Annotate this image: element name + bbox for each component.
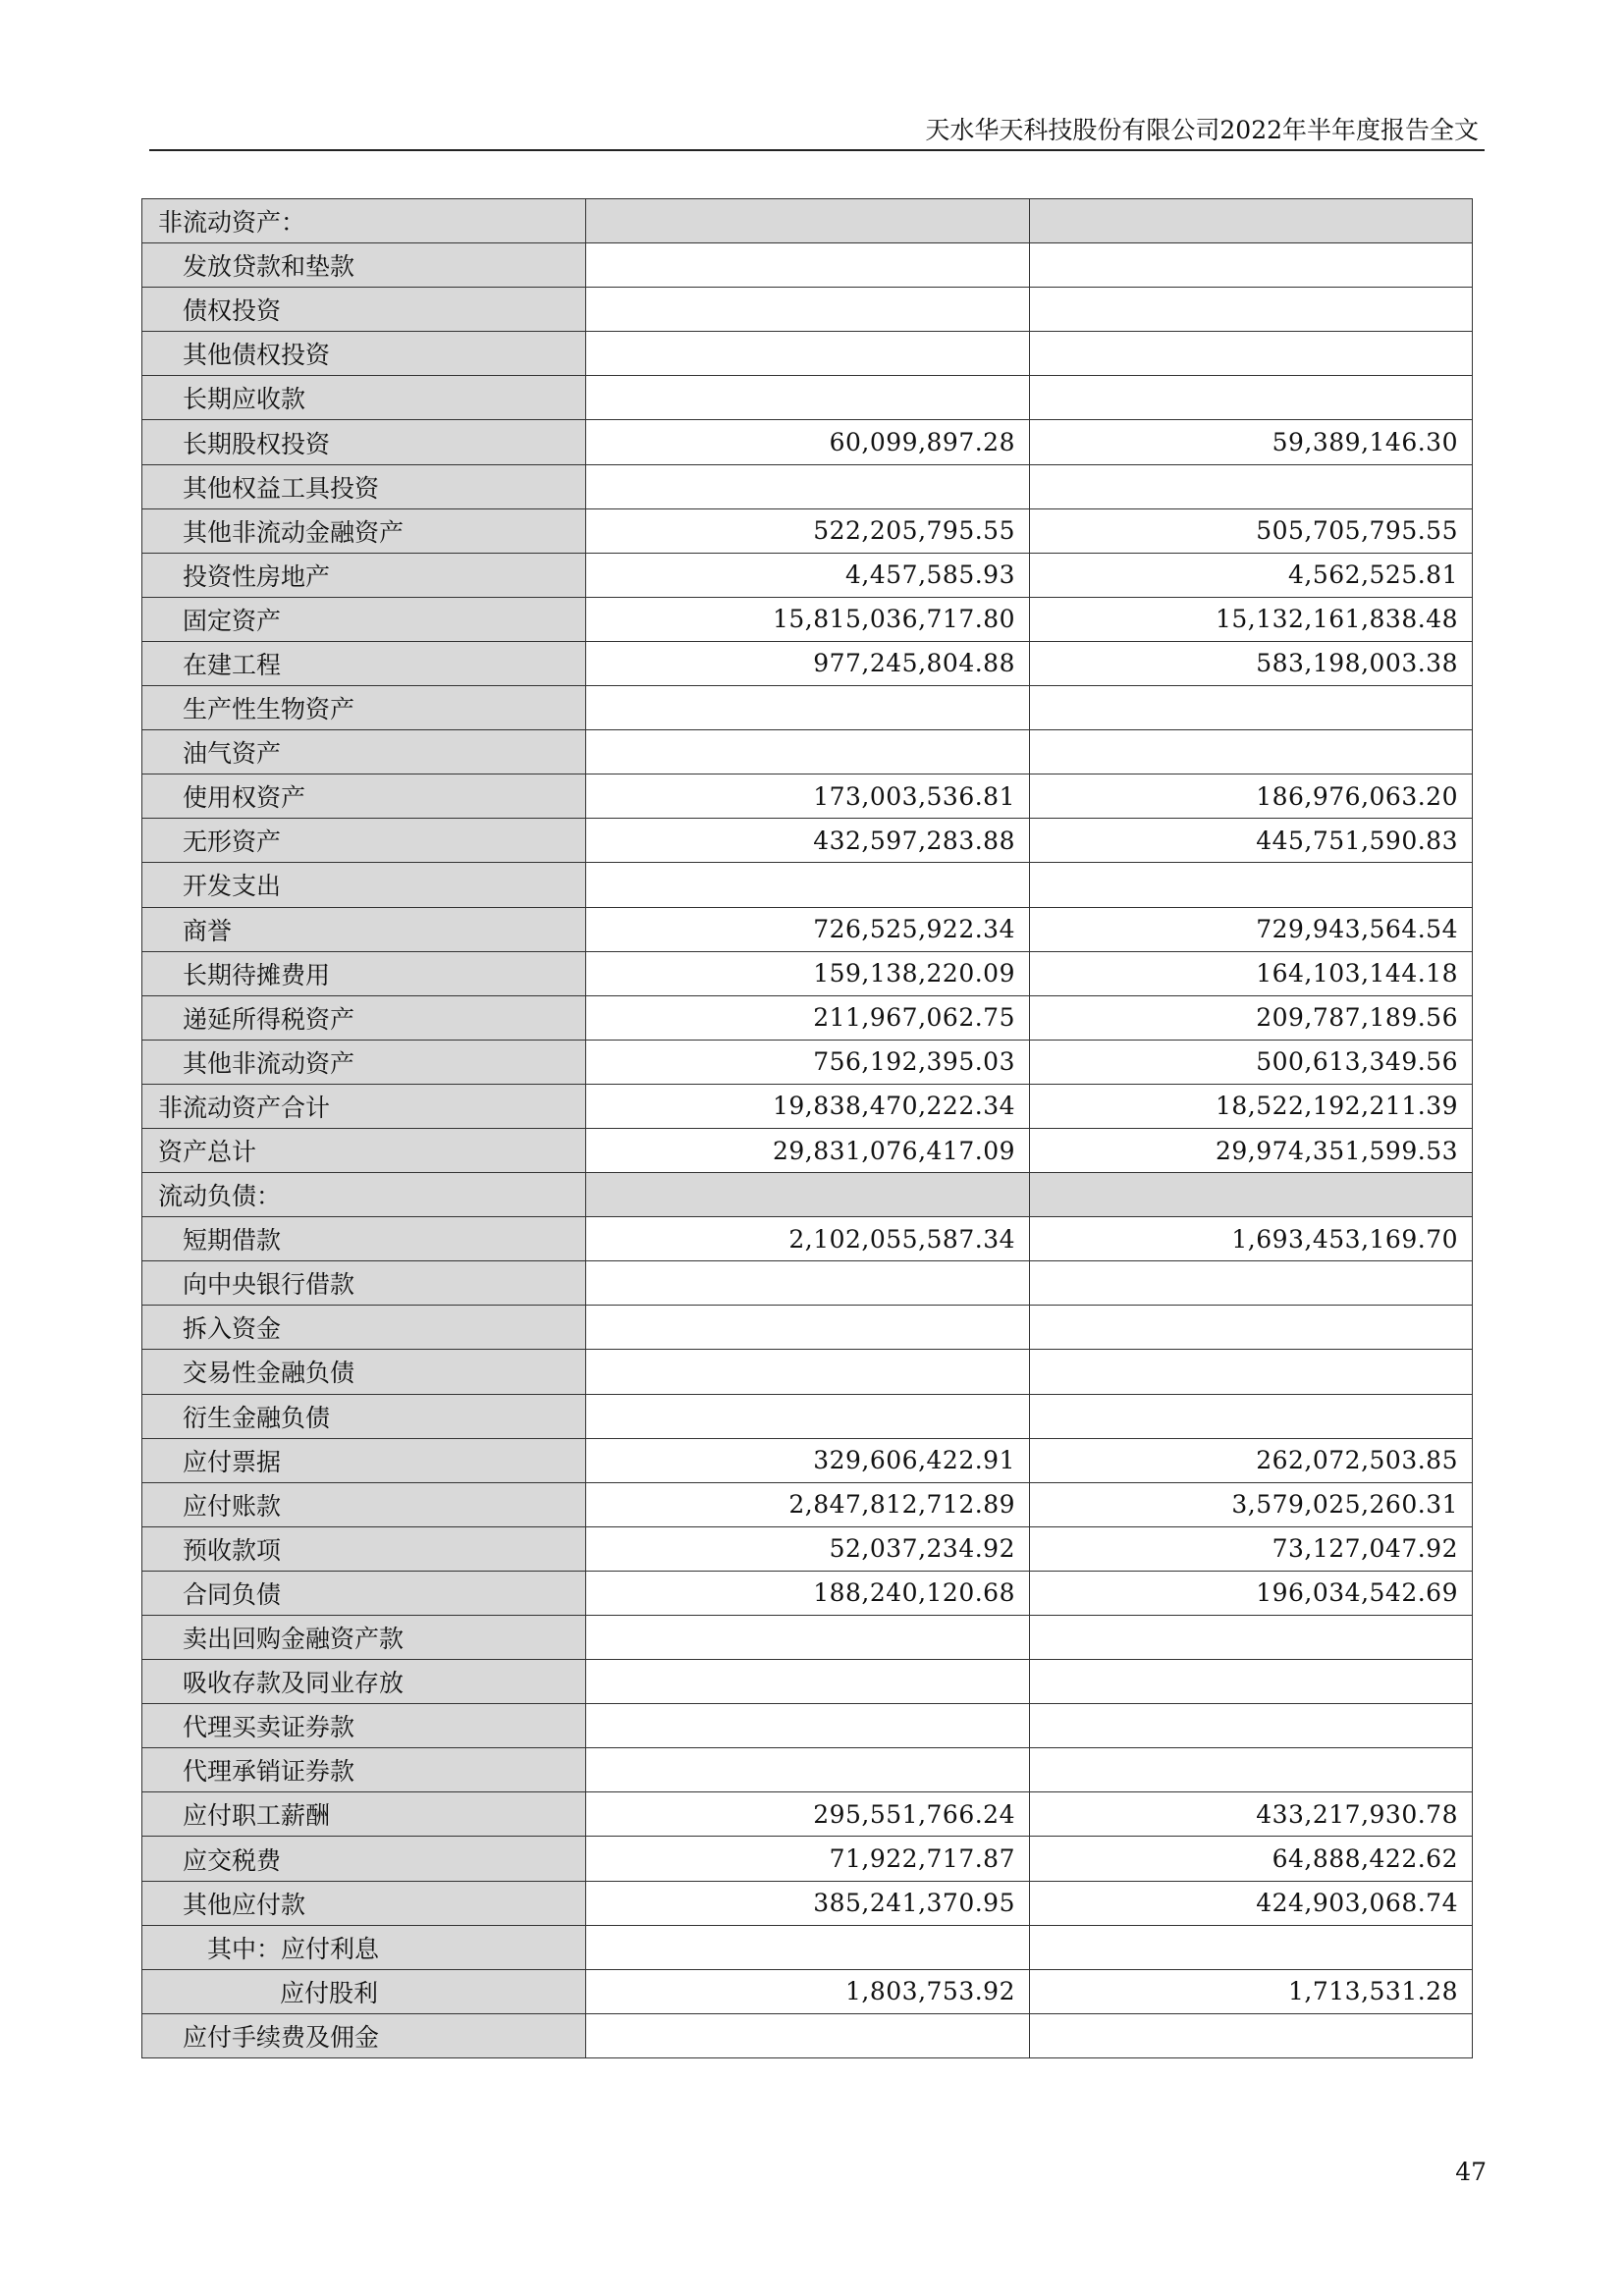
row-label: 其他权益工具投资 [142,464,586,508]
table-row [142,376,1473,420]
current-period-value [586,1616,1030,1660]
current-period-value: 159,138,220.09 [586,951,1030,995]
header-divider [149,149,1485,151]
current-period-value: 385,241,370.95 [586,1881,1030,1925]
current-period-value: 71,922,717.87 [586,1837,1030,1881]
previous-period-value [1030,1616,1473,1660]
previous-period-value: 3,579,025,260.31 [1030,1482,1473,1526]
previous-period-value: 424,903,068.74 [1030,1881,1473,1925]
table-row [142,641,1473,685]
previous-period-value: 4,562,525.81 [1030,553,1473,597]
previous-period-value [1030,863,1473,907]
row-label: 非流动资产合计 [142,1084,586,1128]
current-period-value: 756,192,395.03 [586,1040,1030,1084]
current-period-value: 432,597,283.88 [586,819,1030,863]
table-row [142,995,1473,1040]
row-label: 预收款项 [142,1526,586,1571]
previous-period-value [1030,288,1473,332]
table-row [142,1616,1473,1660]
row-label: 其中：应付利息 [142,1925,586,1969]
row-label: 其他债权投资 [142,332,586,376]
table-row [142,1084,1473,1128]
table-row [142,1482,1473,1526]
page-number: 47 [1455,2158,1487,2186]
previous-period-value: 1,693,453,169.70 [1030,1217,1473,1261]
previous-period-value [1030,1350,1473,1394]
current-period-value: 173,003,536.81 [586,774,1030,819]
table-row [142,1925,1473,1969]
previous-period-value: 209,787,189.56 [1030,995,1473,1040]
previous-period-value: 1,713,531.28 [1030,1969,1473,2013]
row-label: 向中央银行借款 [142,1261,586,1306]
table-row [142,1173,1473,1217]
previous-period-value [1030,1306,1473,1350]
row-label: 在建工程 [142,641,586,685]
current-period-value: 211,967,062.75 [586,995,1030,1040]
row-label: 应付股利 [142,1969,586,2013]
previous-period-value [1030,1748,1473,1792]
table-row [142,597,1473,641]
previous-period-value: 433,217,930.78 [1030,1792,1473,1837]
current-period-value [586,376,1030,420]
table-row [142,553,1473,597]
current-period-value [586,288,1030,332]
table-row [142,774,1473,819]
row-label: 发放贷款和垫款 [142,243,586,288]
row-label: 非流动资产： [142,199,586,243]
previous-period-value [1030,464,1473,508]
previous-period-value [1030,730,1473,774]
row-label: 代理买卖证券款 [142,1704,586,1748]
previous-period-value [1030,1660,1473,1704]
row-label: 合同负债 [142,1571,586,1615]
row-label: 资产总计 [142,1128,586,1172]
row-label: 卖出回购金融资产款 [142,1616,586,1660]
previous-period-value: 29,974,351,599.53 [1030,1128,1473,1172]
row-label: 递延所得税资产 [142,995,586,1040]
current-period-value: 29,831,076,417.09 [586,1128,1030,1172]
table-row [142,1040,1473,1084]
previous-period-value: 73,127,047.92 [1030,1526,1473,1571]
table-row [142,243,1473,288]
current-period-value: 19,838,470,222.34 [586,1084,1030,1128]
table-row [142,1217,1473,1261]
previous-period-value: 15,132,161,838.48 [1030,597,1473,641]
current-period-value [586,1748,1030,1792]
current-period-value [586,1306,1030,1350]
previous-period-value: 729,943,564.54 [1030,907,1473,951]
previous-period-value [1030,1704,1473,1748]
current-period-value: 329,606,422.91 [586,1438,1030,1482]
table-row [142,1704,1473,1748]
previous-period-value [1030,2013,1473,2057]
table-row [142,508,1473,553]
table-row [142,730,1473,774]
row-label: 短期借款 [142,1217,586,1261]
current-period-value [586,2013,1030,2057]
previous-period-value: 59,389,146.30 [1030,420,1473,464]
table-row [142,1969,1473,2013]
row-label: 流动负债： [142,1173,586,1217]
table-row [142,332,1473,376]
current-period-value: 977,245,804.88 [586,641,1030,685]
table-row [142,1261,1473,1306]
previous-period-value [1030,1925,1473,1969]
previous-period-value: 583,198,003.38 [1030,641,1473,685]
row-label: 固定资产 [142,597,586,641]
table-row [142,907,1473,951]
current-period-value: 295,551,766.24 [586,1792,1030,1837]
row-label: 其他非流动金融资产 [142,508,586,553]
table-row [142,1792,1473,1837]
row-label: 应付手续费及佣金 [142,2013,586,2057]
table-row [142,1881,1473,1925]
previous-period-value: 500,613,349.56 [1030,1040,1473,1084]
table-row [142,1837,1473,1881]
table-row [142,1306,1473,1350]
table-row [142,686,1473,730]
current-period-value: 1,803,753.92 [586,1969,1030,2013]
previous-period-value [1030,686,1473,730]
document-header-title: 天水华天科技股份有限公司2022年半年度报告全文 [925,116,1479,144]
table-row [142,199,1473,243]
row-label: 吸收存款及同业存放 [142,1660,586,1704]
row-label: 使用权资产 [142,774,586,819]
table-row [142,1660,1473,1704]
current-period-value: 188,240,120.68 [586,1571,1030,1615]
current-period-value [586,1350,1030,1394]
table-row [142,1394,1473,1438]
row-label: 拆入资金 [142,1306,586,1350]
table-row [142,1350,1473,1394]
previous-period-value: 164,103,144.18 [1030,951,1473,995]
table-row [142,1438,1473,1482]
row-label: 衍生金融负债 [142,1394,586,1438]
current-period-value [586,1261,1030,1306]
row-label: 长期应收款 [142,376,586,420]
previous-period-value: 445,751,590.83 [1030,819,1473,863]
previous-period-value [1030,199,1473,243]
row-label: 无形资产 [142,819,586,863]
current-period-value [586,686,1030,730]
previous-period-value: 18,522,192,211.39 [1030,1084,1473,1128]
current-period-value: 60,099,897.28 [586,420,1030,464]
row-label: 投资性房地产 [142,553,586,597]
current-period-value [586,1173,1030,1217]
previous-period-value [1030,376,1473,420]
previous-period-value: 186,976,063.20 [1030,774,1473,819]
current-period-value: 522,205,795.55 [586,508,1030,553]
balance-sheet-body [142,199,1473,2058]
row-label: 其他应付款 [142,1881,586,1925]
row-label: 债权投资 [142,288,586,332]
table-row [142,1128,1473,1172]
table-row [142,1526,1473,1571]
table-row [142,951,1473,995]
previous-period-value: 64,888,422.62 [1030,1837,1473,1881]
row-label: 其他非流动资产 [142,1040,586,1084]
row-label: 代理承销证券款 [142,1748,586,1792]
previous-period-value: 196,034,542.69 [1030,1571,1473,1615]
previous-period-value [1030,243,1473,288]
previous-period-value [1030,1261,1473,1306]
current-period-value [586,1925,1030,1969]
row-label: 商誉 [142,907,586,951]
row-label: 长期待摊费用 [142,951,586,995]
previous-period-value [1030,1394,1473,1438]
previous-period-value [1030,1173,1473,1217]
current-period-value [586,1704,1030,1748]
table-row [142,288,1473,332]
current-period-value: 726,525,922.34 [586,907,1030,951]
current-period-value: 2,847,812,712.89 [586,1482,1030,1526]
row-label: 长期股权投资 [142,420,586,464]
row-label: 生产性生物资产 [142,686,586,730]
table-row [142,1748,1473,1792]
current-period-value [586,243,1030,288]
current-period-value: 52,037,234.92 [586,1526,1030,1571]
previous-period-value: 505,705,795.55 [1030,508,1473,553]
current-period-value: 4,457,585.93 [586,553,1030,597]
row-label: 应付职工薪酬 [142,1792,586,1837]
current-period-value [586,730,1030,774]
table-row [142,464,1473,508]
row-label: 交易性金融负债 [142,1350,586,1394]
table-row [142,863,1473,907]
current-period-value [586,863,1030,907]
row-label: 油气资产 [142,730,586,774]
current-period-value [586,1660,1030,1704]
current-period-value: 2,102,055,587.34 [586,1217,1030,1261]
table-row [142,2013,1473,2057]
row-label: 应付票据 [142,1438,586,1482]
current-period-value [586,199,1030,243]
current-period-value: 15,815,036,717.80 [586,597,1030,641]
previous-period-value: 262,072,503.85 [1030,1438,1473,1482]
current-period-value [586,464,1030,508]
current-period-value [586,332,1030,376]
table-row [142,819,1473,863]
previous-period-value [1030,332,1473,376]
current-period-value [586,1394,1030,1438]
table-row [142,420,1473,464]
row-label: 应交税费 [142,1837,586,1881]
balance-sheet-table [141,198,1473,2058]
row-label: 开发支出 [142,863,586,907]
row-label: 应付账款 [142,1482,586,1526]
table-row [142,1571,1473,1615]
